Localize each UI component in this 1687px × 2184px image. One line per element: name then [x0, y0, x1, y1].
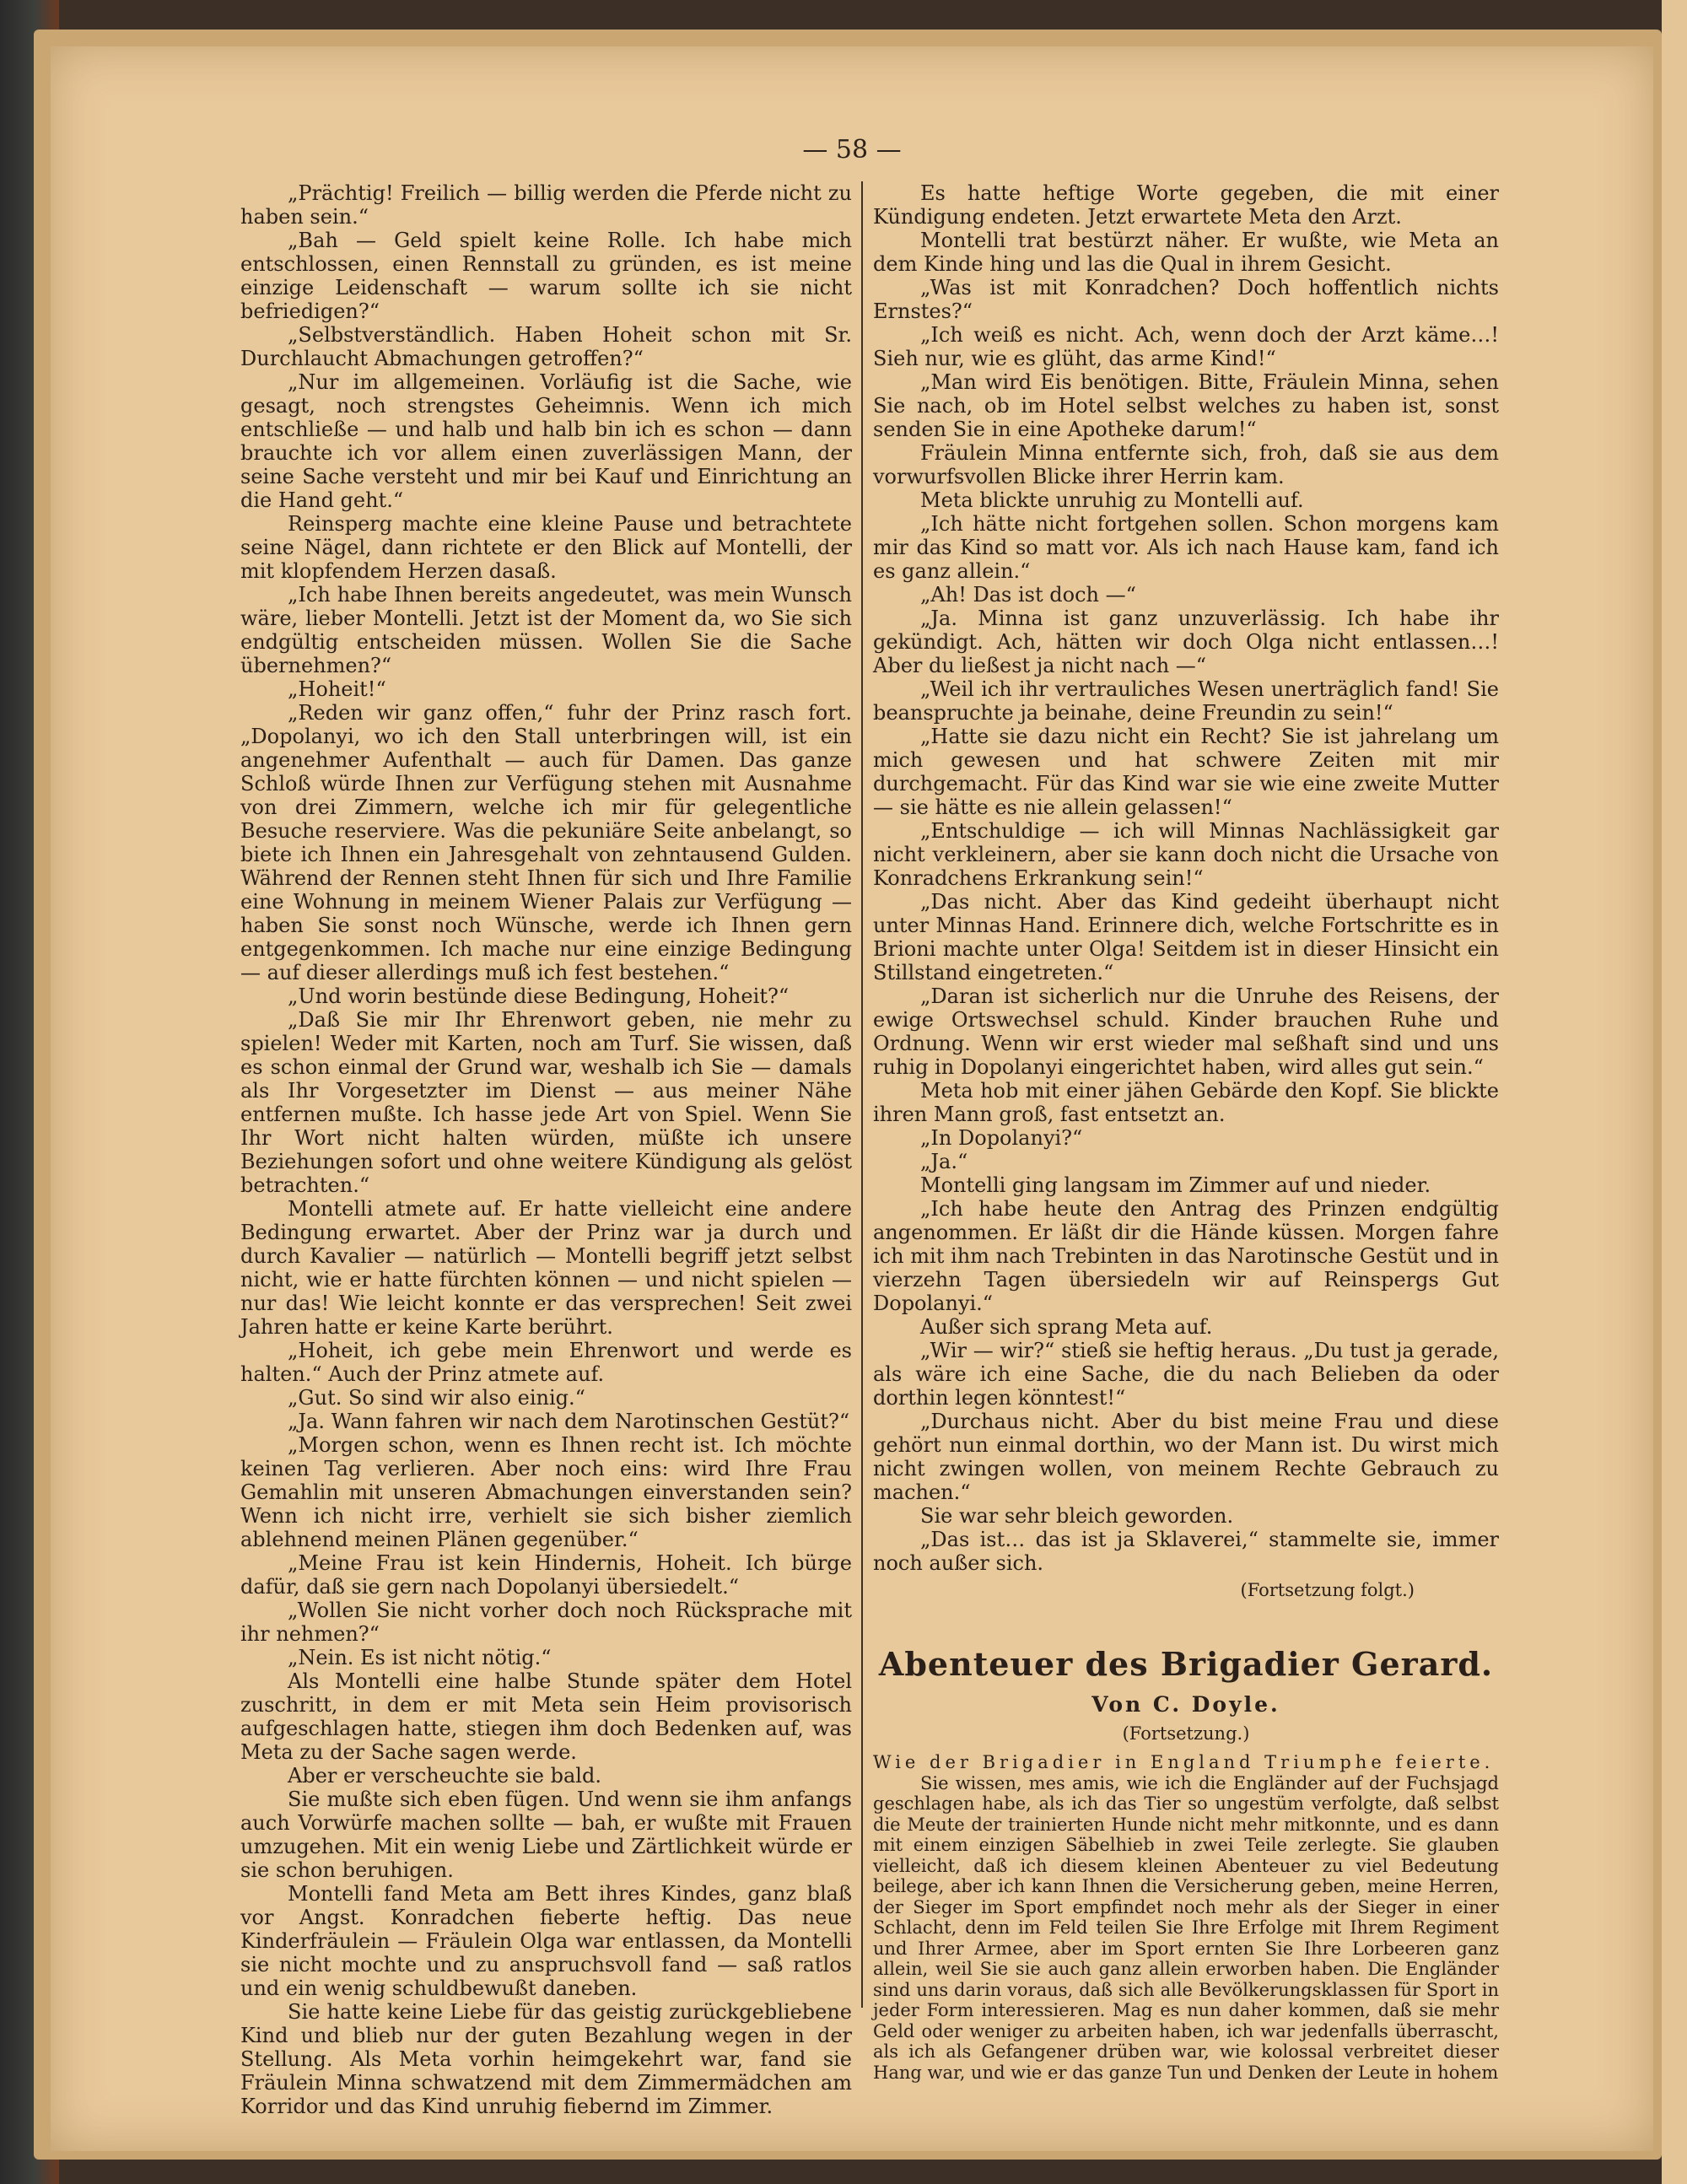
- paragraph: „Bah — Geld spielt keine Rolle. Ich habe mich entschlossen, einen Rennstall zu gründen, es ist meine einzige Leidenschaft — warum sollte ich sie nicht befriedigen?“: [240, 229, 852, 323]
- paragraph: Fräulein Minna entfernte sich, froh, daß sie aus dem vorwurfsvollen Blicke ihrer Herrin kam.: [873, 441, 1499, 488]
- paragraph: „Ich weiß es nicht. Ach, wenn doch der Arzt käme…! Sieh nur, wie es glüht, das arme Kind!“: [873, 323, 1499, 370]
- paragraph: „Ich habe Ihnen bereits angedeutet, was mein Wunsch wäre, lieber Montelli. Jetzt ist der Moment da, wo Sie sich endgültig entscheiden müssen. Wollen Sie die Sache übernehmen?“: [240, 583, 852, 677]
- continuation-note: (Fortsetzung folgt.): [1240, 1580, 1415, 1600]
- paragraph: „Prächtig! Freilich — billig werden die Pferde nicht zu haben sein.“: [240, 181, 852, 229]
- paragraph: Außer sich sprang Meta auf.: [920, 1315, 1213, 1339]
- paragraph: „Ich hätte nicht fortgehen sollen. Schon morgens kam mir das Kind so matt vor. Als ich nach Hause kam, fand ich es ganz allein.“: [873, 512, 1499, 583]
- paragraph: Sie mußte sich eben fügen. Und wenn sie ihm anfangs auch Vorwürfe machen sollte — bah, er wußte mit Frauen umzugehen. Mit ein wenig Liebe und Zärtlichkeit würde er sie schon beruhigen.: [240, 1788, 852, 1882]
- paragraph: „Man wird Eis benötigen. Bitte, Fräulein Minna, sehen Sie nach, ob im Hotel selbst welches zu haben ist, sonst senden Sie in eine Apotheke darum!“: [873, 370, 1499, 441]
- paragraph: „Selbstverständlich. Haben Hoheit schon mit Sr. Durchlaucht Abmachungen getroffen?“: [240, 323, 852, 370]
- paragraph: „Morgen schon, wenn es Ihnen recht ist. Ich möchte keinen Tag verlieren. Aber noch eins: wird Ihre Frau Gemahlin mit unseren Abmachungen einverstanden sein? Wenn ich nicht irre, verhielt sie sich bisher ziemlich ablehnend meinen Plänen gegenüber.“: [240, 1433, 852, 1551]
- story-author: Von C. Doyle.: [1091, 1692, 1280, 1717]
- paragraph: „Nur im allgemeinen. Vorläufig ist die Sache, wie gesagt, noch strengstes Geheimnis. Wenn ich mich entschließe — und halb und halb bin ich es schon — dann brauchte ich vor allem einen zuverlässigen Mann, der seine Sache versteht und mir bei Kauf und Einrichtung an die Hand geht.“: [240, 370, 852, 512]
- paragraph: „Das ist… das ist ja Sklaverei,“ stammelte sie, immer noch außer sich.: [873, 1528, 1499, 1575]
- right-column: [873, 181, 1499, 2083]
- paragraph: „Weil ich ihr vertrauliches Wesen unerträglich fand! Sie beanspruchte ja beinahe, deine Freundin zu sein!“: [873, 677, 1499, 725]
- left-column: [240, 181, 852, 2118]
- paragraph: „Hoheit, ich gebe mein Ehrenwort und werde es halten.“ Auch der Prinz atmete auf.: [240, 1339, 852, 1386]
- story-title: Abenteuer des Brigadier Gerard.: [878, 1645, 1494, 1683]
- paragraph: Montelli fand Meta am Bett ihres Kindes, ganz blaß vor Angst. Konradchen fieberte heftig. Das neue Kinderfräulein — Fräulein Olga war entlassen, da Montelli sie nicht mochte und zu anspruchsvoll fand — saß ratlos und ein wenig schuldbewußt daneben.: [240, 1882, 852, 2000]
- paragraph: „Hoheit!“: [288, 677, 386, 701]
- paragraph: „Durchaus nicht. Aber du bist meine Frau und diese gehört nun einmal dorthin, wo der Mann ist. Du wirst mich nicht zwingen wollen, von meinem Rechte Gebrauch zu machen.“: [873, 1410, 1499, 1504]
- paragraph: „Entschuldige — ich will Minnas Nachlässigkeit gar nicht verkleinern, aber sie kann doch nicht die Ursache von Konradchens Erkrankung sein!“: [873, 819, 1499, 890]
- paragraph: Sie wissen, mes amis, wie ich die Engländer auf der Fuchsjagd geschlagen habe, als ich das Tier so ungestüm verfolgte, daß selbst die Meute der trainierten Hunde nicht mehr mitkonnte, und es dann mit einem einzigen Säbelhieb in zwei Teile zerlegte. Sie glauben vielleicht, daß ich diesem kleinen Abenteuer zu viel Bedeutung beilege, aber ich kann Ihnen die Versicherung geben, meine Herren, der Sieger im Sport empfindet noch mehr als der Sieger in einer Schlacht, denn im Feld teilen Sie Ihre Erfolge mit Ihrem Regiment und Ihrer Armee, aber im Sport ernten Sie Ihre Lorbeeren ganz allein, weil Sie sie auch ganz allein erworben haben. Die Engländer sind uns darin voraus, daß sich alle Bevölkerungsklassen für Sport in jeder Form interessieren. Mag es nun daher kommen, daß sie mehr Geld oder weniger zu arbeiten haben, ich war jedenfalls überrascht, als ich als Gefangener drüben war, wie kolossal verbreitet dieser Hang war, und wie er das ganze Tun und Denken der Leute in hohem: [873, 1772, 1499, 2083]
- paragraph: „Und worin bestünde diese Bedingung, Hoheit?“: [288, 984, 790, 1008]
- paragraph: „Was ist mit Konradchen? Doch hoffentlich nichts Ernstes?“: [873, 276, 1499, 323]
- paragraph: „Das nicht. Aber das Kind gedeiht überhaupt nicht unter Minnas Hand. Erinnere dich, welche Fortschritte es in Brioni machte unter Olga! Seitdem ist in dieser Hinsicht ein Stillstand eingetreten.“: [873, 890, 1499, 984]
- paragraph: „Ja.“: [920, 1150, 968, 1173]
- paragraph: „Ja. Minna ist ganz unzuverlässig. Ich habe ihr gekündigt. Ach, hätten wir doch Olga nicht entlassen…! Aber du ließest ja nicht nach —“: [873, 607, 1499, 677]
- paragraph: „In Dopolanyi?“: [920, 1126, 1083, 1150]
- paragraph: Aber er verscheuchte sie bald.: [288, 1764, 601, 1788]
- paragraph: „Wir — wir?“ stieß sie heftig heraus. „Du tust ja gerade, als wäre ich eine Sache, die du nach Belieben da oder dorthin legen könntest!“: [873, 1339, 1499, 1410]
- column-divider: [861, 181, 863, 2008]
- paragraph: Montelli atmete auf. Er hatte vielleicht eine andere Bedingung erwartet. Aber der Prinz war ja durch und durch Kavalier — natürlich — Montelli begriff jetzt selbst nicht, wie er hatte fürchten können — und nicht spielen — nur das! Wie leicht konnte er das versprechen! Seit zwei Jahren hatte er keine Karte berührt.: [240, 1197, 852, 1339]
- paragraph: Montelli trat bestürzt näher. Er wußte, wie Meta an dem Kinde hing und las die Qual in ihrem Gesicht.: [873, 229, 1499, 276]
- paragraph: Sie war sehr bleich geworden.: [920, 1504, 1234, 1528]
- paragraph: „Reden wir ganz offen,“ fuhr der Prinz rasch fort. „Dopolanyi, wo ich den Stall unterbringen will, ist ein angenehmer Aufenthalt — auch für Damen. Das ganze Schloß würde Ihnen zur Verfügung stehen mit Ausnahme von drei Zimmern, welche ich mir für gelegentliche Besuche reserviere. Was die pekuniäre Seite anbelangt, so biete ich Ihnen ein Jahresgehalt von zehntausend Gulden. Während der Rennen steht Ihnen für sich und Ihre Familie eine Wohnung in meinem Wiener Palais zur Verfügung — haben Sie sonst noch Wünsche, werde ich Ihnen gern entgegenkommen. Ich mache nur eine einzige Bedingung — auf dieser allerdings muß ich fest bestehen.“: [240, 701, 852, 984]
- paragraph: Als Montelli eine halbe Stunde später dem Hotel zuschritt, in dem er mit Meta sein Heim provisorisch aufgeschlagen hatte, stiegen ihm doch Bedenken auf, was Meta zu der Sache sagen werde.: [240, 1669, 852, 1764]
- paragraph: Es hatte heftige Worte gegeben, die mit einer Kündigung endeten. Jetzt erwartete Meta den Arzt.: [873, 181, 1499, 229]
- paragraph: „Ja. Wann fahren wir nach dem Narotinschen Gestüt?“: [288, 1410, 850, 1433]
- story-body: [873, 1752, 1499, 2083]
- paragraph: „Gut. So sind wir also einig.“: [288, 1386, 585, 1410]
- paragraph: „Meine Frau ist kein Hindernis, Hoheit. Ich bürge dafür, daß sie gern nach Dopolanyi übersiedelt.“: [240, 1551, 852, 1599]
- paragraph: Reinsperg machte eine kleine Pause und betrachtete seine Nägel, dann richtete er den Blick auf Montelli, der mit klopfendem Herzen dasaß.: [240, 512, 852, 583]
- section-heading: Wie der Brigadier in England Triumphe feierte.: [873, 1752, 1495, 1772]
- facing-page-edge: [1662, 0, 1687, 2184]
- paragraph: „Ich habe heute den Antrag des Prinzen endgültig angenommen. Er läßt dir die Hände küssen. Morgen fahre ich mit ihm nach Trebinten in das Narotinsche Gestüt und in vierzehn Tagen übersiedeln wir auf Reinspergs Gut Dopolanyi.“: [873, 1197, 1499, 1315]
- paragraph: Montelli ging langsam im Zimmer auf und nieder.: [920, 1173, 1431, 1197]
- paragraph: „Wollen Sie nicht vorher doch noch Rücksprache mit ihr nehmen?“: [240, 1599, 852, 1646]
- paragraph: „Daran ist sicherlich nur die Unruhe des Reisens, der ewige Ortswechsel schuld. Kinder brauchen Ruhe und Ordnung. Wenn wir erst wieder mal seßhaft sind und uns ruhig in Dopolanyi eingerichtet haben, wird alles gut sein.“: [873, 984, 1499, 1079]
- page-number: — 58 —: [802, 135, 902, 164]
- paragraph: „Daß Sie mir Ihr Ehrenwort geben, nie mehr zu spielen! Weder mit Karten, noch am Turf. Sie wissen, daß es schon einmal der Grund war, weshalb ich Sie — damals als Ihr Vorgesetzter im Dienst — aus meiner Nähe entfernen mußte. Ich hasse jede Art von Spiel. Wenn Sie Ihr Wort nicht halten würden, müßte ich unsere Beziehungen sofort und ohne weitere Kündigung als gelöst betrachten.“: [240, 1008, 852, 1197]
- paragraph: „Ah! Das ist doch —“: [920, 583, 1136, 607]
- paragraph: Meta blickte unruhig zu Montelli auf.: [920, 488, 1304, 512]
- paragraph: „Nein. Es ist nicht nötig.“: [288, 1646, 552, 1669]
- paragraph: Meta hob mit einer jähen Gebärde den Kopf. Sie blickte ihren Mann groß, fast entsetzt an.: [873, 1079, 1499, 1126]
- paragraph: „Hatte sie dazu nicht ein Recht? Sie ist jahrelang um mich gewesen und hat schwere Zeiten mit mir durchgemacht. Für das Kind war sie wie eine zweite Mutter — sie hätte es nie allein gelassen!“: [873, 725, 1499, 819]
- story-continuation: (Fortsetzung.): [1122, 1723, 1250, 1744]
- paragraph: Sie hatte keine Liebe für das geistig zurückgebliebene Kind und blieb nur der guten Bezahlung wegen in der Stellung. Als Meta vorhin heimgekehrt war, fand sie Fräulein Minna schwatzend mit dem Zimmermädchen am Korridor und das Kind unruhig fiebernd im Zimmer.: [240, 2000, 852, 2118]
